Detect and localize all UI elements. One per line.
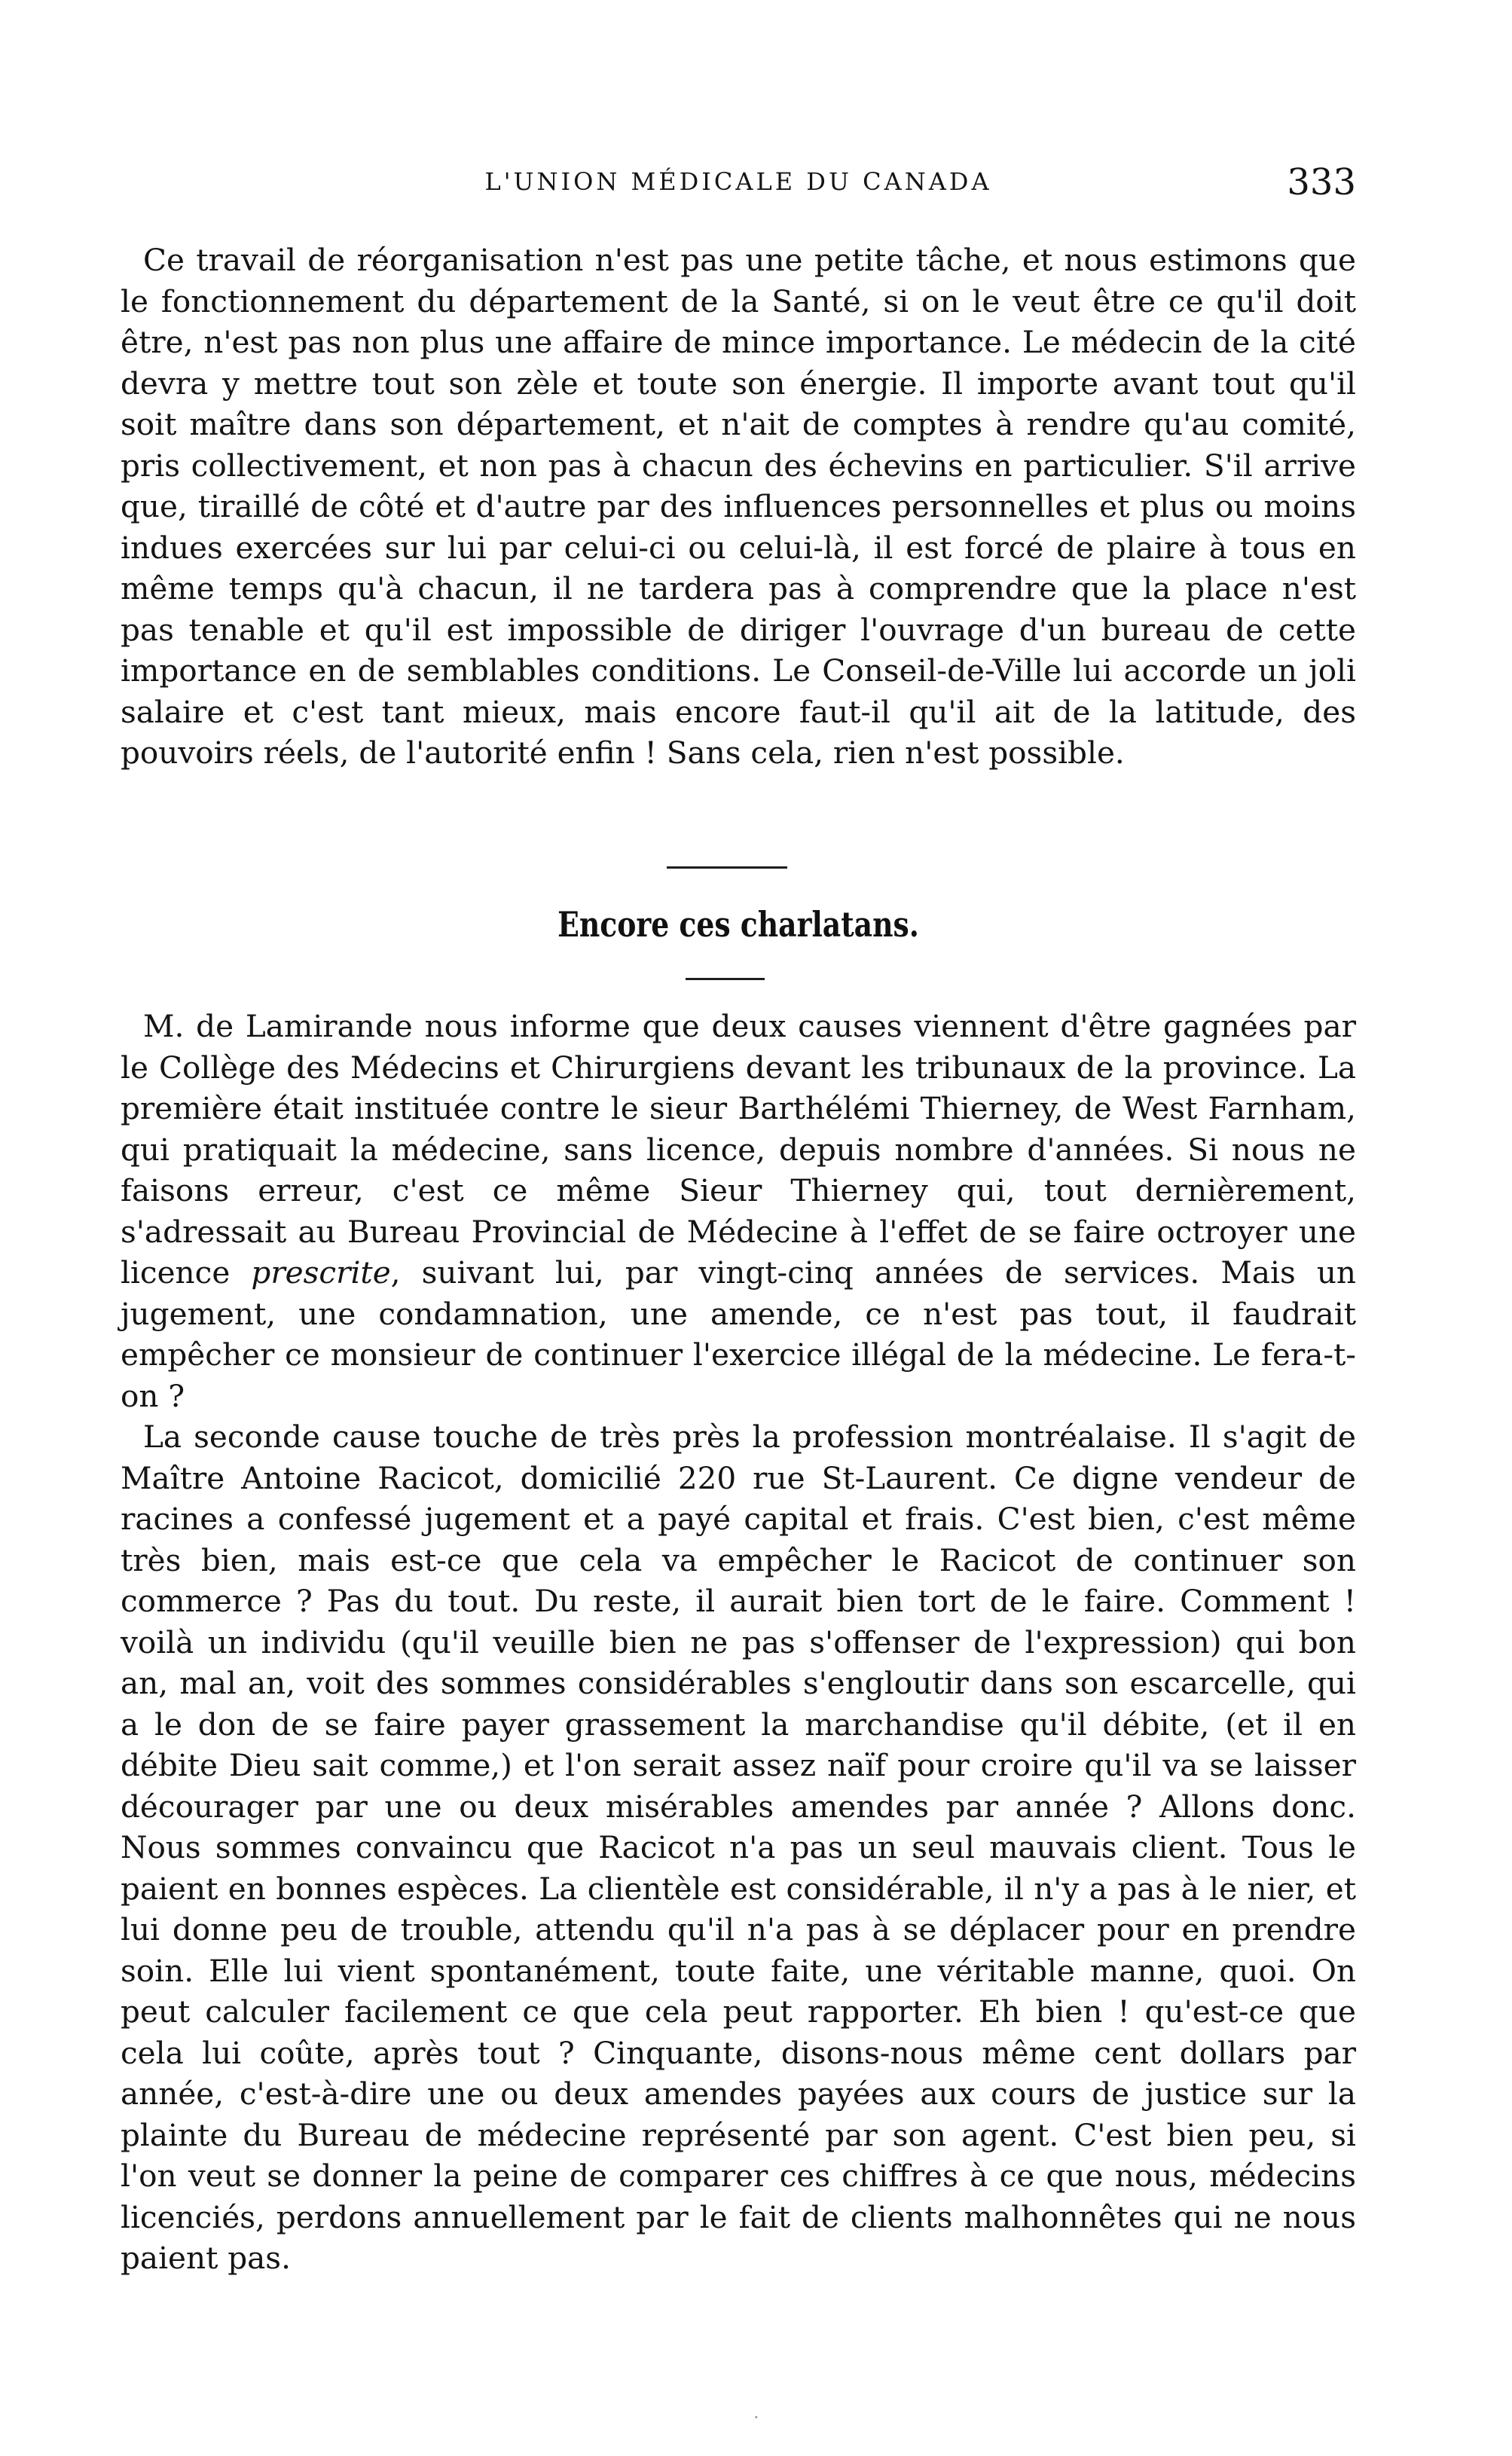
article-1-paragraph: Ce travail de réorganisation n'est pas une petite tâche, et nous estimons que le fonctionnement du département de la Santé, si on le veut être ce qu'il doit être, n'est pas non plus une affaire de mince importance. Le médecin de la cité devra y mettre tout son zèle et toute son énergie. Il importe avant tout qu'il soit maître dans son département, et n'ait de comptes à rendre qu'au comité, pris collectivement, et non pas à chacun des échevins en particulier. S'il arrive que, tiraillé de côté et d'autre par des influences personnelles et plus ou moins indues exercées sur lui par celui-ci ou celui-là, il est forcé de plaire à tous en même temps qu'à chacun, il ne tardera pas à comprendre que la place n'est pas tenable et qu'il est impossible de diriger l'ouvrage d'un bureau de cette importance en de semblables conditions. Le Conseil-de-Ville lui accorde un joli salaire et c'est tant mieux, mais encore faut-il qu'il ait de la latitude, des pouvoirs réels, de l'autorité enfin ! Sans cela, rien n'est possible.	[121, 242, 1356, 771]
journal-title: L'UNION MÉDICALE DU CANADA	[484, 167, 992, 196]
section-divider-bottom	[686, 978, 765, 980]
article-1-body	[121, 240, 1356, 774]
article-2-body	[121, 1006, 1356, 2279]
page-number: 333	[1287, 161, 1356, 203]
paragraph-1-part-a: M. de Lamirande nous informe que deux causes viennent d'être gagnées par le Collège des Médecins et Chirurgiens devant les tribunaux de la province. La première était instituée contre le sieur Barthélémi Thierney, de West Farnham, qui pratiquait la médecine, sans licence, depuis nombre d'années. Si nous ne faisons erreur, c'est ce même Sieur Thierney qui, tout dernièrement, s'adressait au Bureau Provincial de Médecine à l'effet de se faire octroyer une licence	[121, 1008, 1356, 1291]
paragraph-1-italic-word: prescrite	[251, 1254, 391, 1291]
stray-ink-mark: ·	[753, 2407, 759, 2428]
section-heading: Encore ces charlatans.	[557, 904, 919, 945]
paragraph-1-part-b: , suivant lui, par vingt-cinq années de services. Mais un jugement, une condamnation, une amende, ce n'est pas tout, il faudrait empêcher ce monsieur de continuer l'exercice illégal de la médecine. Le fera-t-on ?	[121, 1254, 1356, 1414]
running-header	[121, 161, 1356, 212]
article-2-paragraph-2: La seconde cause touche de très près la profession montréalaise. Il s'agit de Maître Antoine Racicot, domicilié 220 rue St-Laurent. Ce digne vendeur de racines a confessé jugement et a payé capital et frais. C'est bien, c'est même très bien, mais est-ce que cela va empêcher le Racicot de continuer son commerce ? Pas du tout. Du reste, il aurait bien tort de le faire. Comment ! voilà un individu (qu'il veuille bien ne pas s'offenser de l'expression) qui bon an, mal an, voit des sommes considérables s'engloutir dans son escarcelle, qui a le don de se faire payer grassement la marchandise qu'il débite, (et il en débite Dieu sait comme,) et l'on serait assez naïf pour croire qu'il va se laisser décourager par une ou deux misérables amendes par année ? Allons donc. Nous sommes convaincu que Racicot n'a pas un seul mauvais client. Tous le paient en bonnes espèces. La clientèle est considérable, il n'y a pas à le nier, et lui donne peu de trouble, attendu qu'il n'a pas à se déplacer pour en prendre soin. Elle lui vient spontanément, toute faite, une véritable manne, quoi. On peut calculer facilement ce que cela peut rapporter. Eh bien ! qu'est-ce que cela lui coûte, après tout ? Cinquante, disons-nous même cent dollars par année, c'est-à-dire une ou deux amendes payées aux cours de justice sur la plainte du Bureau de médecine représenté par son agent. C'est bien peu, si l'on veut se donner la peine de comparer ces chiffres à ce que nous, médecins licenciés, perdons annuellement par le fait de clients malhonnêtes qui ne nous paient pas.	[121, 1419, 1356, 2276]
article-2-paragraph-1	[121, 1006, 1356, 1416]
section-divider-top	[667, 866, 787, 869]
